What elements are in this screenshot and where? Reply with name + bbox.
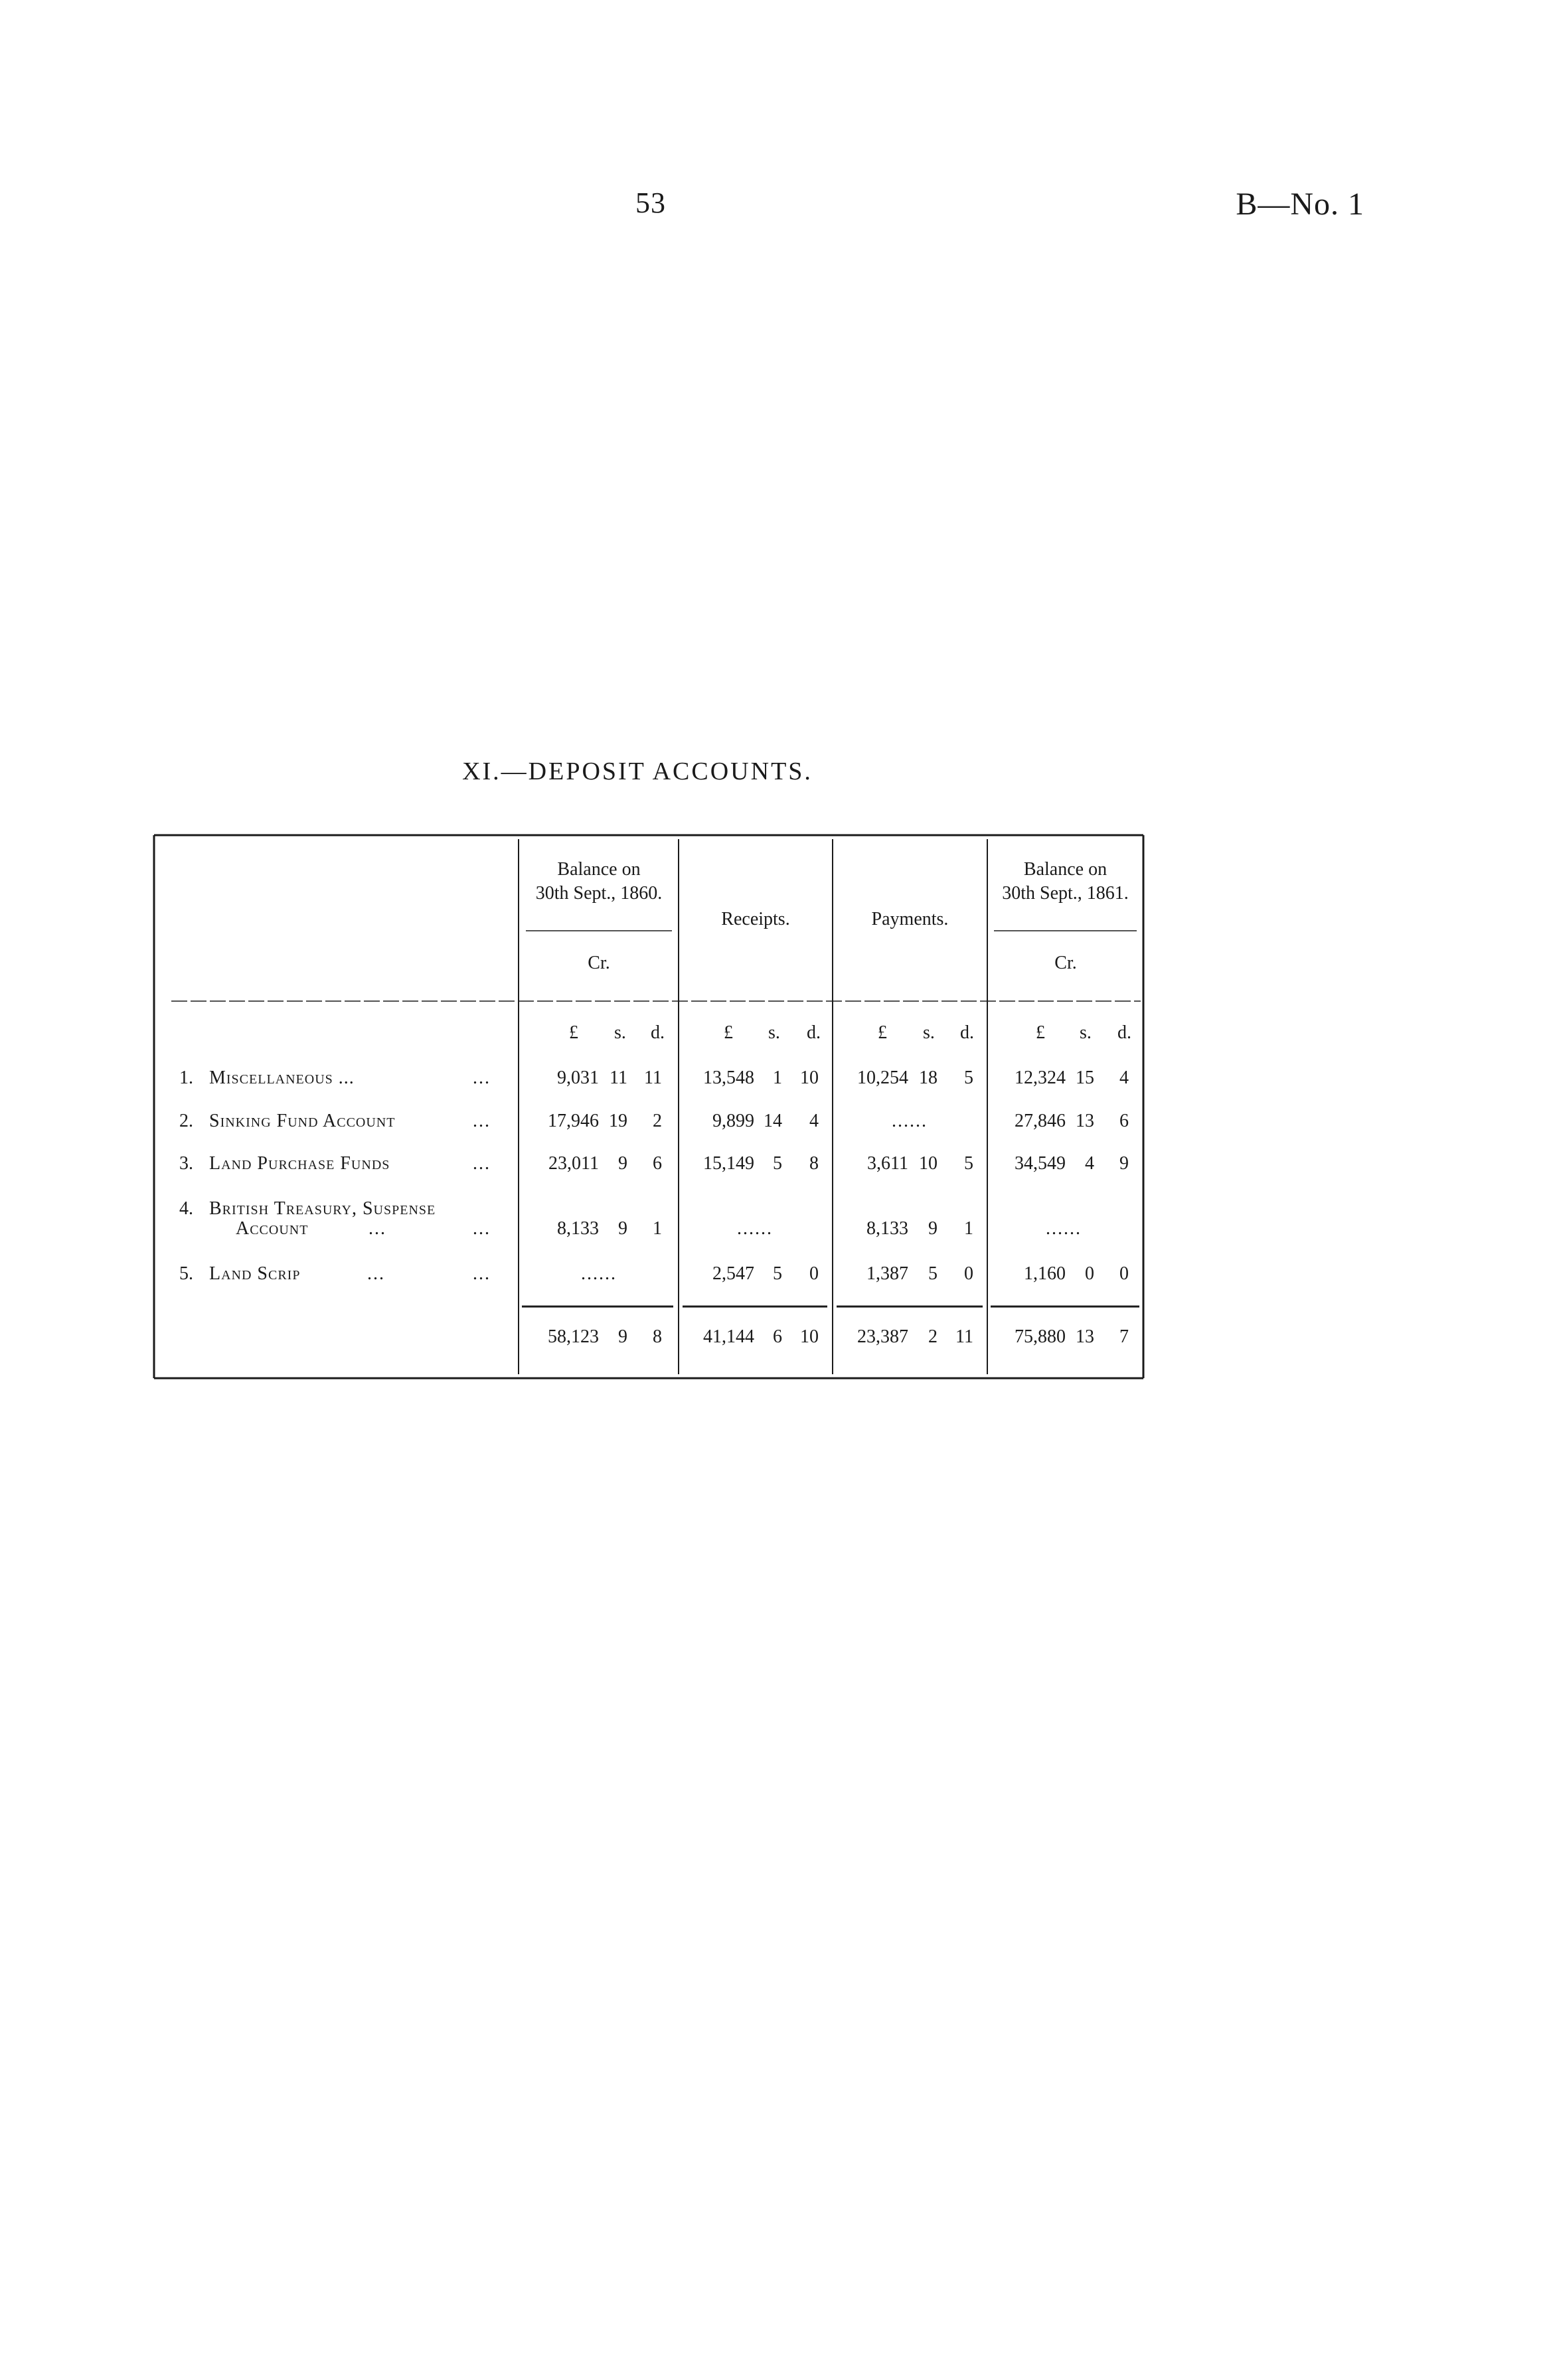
row-3-bal1860-shillings: 9: [618, 1153, 627, 1174]
row-2-receipts-pence: 4: [809, 1111, 819, 1131]
row-3-bal1861-shillings: 4: [1085, 1153, 1094, 1174]
row-1-payments-pounds: 10,254: [857, 1068, 908, 1088]
row-2-leader: ...: [473, 1111, 491, 1131]
header-balance-1860: [506, 858, 692, 906]
total-bal1860-pence: 8: [653, 1326, 662, 1347]
header-balance-1861: [974, 858, 1157, 906]
row-5-receipts-pounds: 2,547: [712, 1263, 754, 1284]
unit-shillings: s.: [923, 1022, 935, 1043]
row-2-receipts-shillings: 14: [764, 1111, 782, 1131]
row-5-number: 5.: [179, 1263, 193, 1284]
unit-pounds: £: [724, 1022, 733, 1043]
row-3-leader: ...: [473, 1153, 491, 1174]
header-balance-1861-line2: 30th Sept., 1861.: [1002, 883, 1129, 904]
header-payments: Payments.: [871, 909, 949, 929]
row-3-payments-pounds: 3,611: [867, 1153, 908, 1174]
unit-shillings: s.: [768, 1022, 780, 1043]
header-balance-1860-line1: Balance on: [557, 859, 641, 880]
row-4-number: 4.: [179, 1198, 193, 1219]
row-3-payments-pence: 5: [964, 1153, 973, 1174]
row-1-label: Miscellaneous ...: [209, 1068, 355, 1088]
row-2-bal1860-pounds: 17,946: [548, 1111, 599, 1131]
row-5-leader: ...: [473, 1263, 491, 1284]
row-1-bal1861-pence: 4: [1119, 1068, 1129, 1088]
total-payments-pence: 11: [955, 1326, 973, 1347]
row-3-receipts-shillings: 5: [773, 1153, 782, 1174]
row-3-payments-shillings: 10: [919, 1153, 938, 1174]
row-3-bal1860-pounds: 23,011: [548, 1153, 599, 1174]
total-bal1861-shillings: 13: [1076, 1326, 1094, 1347]
row-2-payments-nil: ......: [892, 1111, 928, 1131]
row-1-leader: ...: [473, 1068, 491, 1088]
row-5-receipts-shillings: 5: [773, 1263, 782, 1284]
row-5-payments-shillings: 5: [928, 1263, 938, 1284]
section-title: XI.—DEPOSIT ACCOUNTS.: [462, 757, 813, 785]
row-5-leader-inner: ...: [367, 1263, 385, 1284]
row-4-payments-shillings: 9: [928, 1218, 938, 1239]
row-1-bal1861-pounds: 12,324: [1015, 1068, 1066, 1088]
row-1-number: 1.: [179, 1068, 193, 1088]
row-1-bal1861-shillings: 15: [1076, 1068, 1094, 1088]
row-5-label: Land Scrip: [209, 1263, 301, 1284]
row-2-bal1861-pence: 6: [1119, 1111, 1129, 1131]
row-4-leader-inner: ...: [368, 1218, 386, 1239]
row-4-leader: ...: [473, 1218, 491, 1239]
row-4-label-continued: Account: [236, 1218, 309, 1239]
row-3-label: Land Purchase Funds: [209, 1153, 390, 1174]
page-number: 53: [635, 187, 666, 219]
row-3-bal1861-pounds: 34,549: [1015, 1153, 1066, 1174]
row-4-bal1860-pence: 1: [653, 1218, 662, 1239]
row-1-bal1860-shillings: 11: [610, 1068, 627, 1088]
row-1-payments-pence: 5: [964, 1068, 973, 1088]
unit-shillings: s.: [614, 1022, 626, 1043]
row-1-receipts-shillings: 1: [773, 1068, 782, 1088]
unit-shillings: s.: [1080, 1022, 1092, 1043]
row-3-bal1860-pence: 6: [653, 1153, 662, 1174]
unit-pence: d.: [651, 1022, 665, 1043]
row-4-bal1861-nil: ......: [1046, 1218, 1082, 1239]
row-4-bal1860-pounds: 8,133: [557, 1218, 599, 1239]
row-3-number: 3.: [179, 1153, 193, 1174]
unit-pounds: £: [569, 1022, 578, 1043]
row-2-bal1860-shillings: 19: [609, 1111, 627, 1131]
row-1-bal1860-pence: 11: [644, 1068, 662, 1088]
row-3-receipts-pounds: 15,149: [703, 1153, 754, 1174]
row-2-bal1861-shillings: 13: [1076, 1111, 1094, 1131]
total-payments-shillings: 2: [928, 1326, 938, 1347]
row-1-bal1860-pounds: 9,031: [557, 1068, 599, 1088]
row-5-bal1861-pounds: 1,160: [1024, 1263, 1066, 1284]
unit-pence: d.: [1117, 1022, 1131, 1043]
row-2-bal1860-pence: 2: [653, 1111, 662, 1131]
row-2-receipts-pounds: 9,899: [712, 1111, 754, 1131]
row-2-bal1861-pounds: 27,846: [1015, 1111, 1066, 1131]
header-balance-1860-line2: 30th Sept., 1860.: [535, 883, 663, 904]
row-1-receipts-pounds: 13,548: [703, 1068, 754, 1088]
unit-pounds: £: [878, 1022, 887, 1043]
row-2-label: Sinking Fund Account: [209, 1111, 396, 1131]
header-receipts: Receipts.: [721, 909, 790, 929]
total-bal1861-pounds: 75,880: [1015, 1326, 1066, 1347]
header-balance-1861-line1: Balance on: [1023, 859, 1107, 880]
unit-pounds: £: [1036, 1022, 1045, 1043]
total-bal1860-shillings: 9: [618, 1326, 627, 1347]
row-1-receipts-pence: 10: [800, 1068, 819, 1088]
document-reference: B—No. 1: [1236, 187, 1364, 222]
row-1-payments-shillings: 18: [919, 1068, 938, 1088]
header-balance-1861-cr: Cr.: [1054, 953, 1077, 973]
row-5-bal1860-nil: ......: [581, 1263, 617, 1284]
row-5-bal1861-shillings: 0: [1085, 1263, 1094, 1284]
header-balance-1860-cr: Cr.: [588, 953, 610, 973]
unit-pence: d.: [960, 1022, 974, 1043]
row-4-payments-pence: 1: [964, 1218, 973, 1239]
row-5-payments-pounds: 1,387: [866, 1263, 908, 1284]
row-3-bal1861-pence: 9: [1119, 1153, 1129, 1174]
row-4-bal1860-shillings: 9: [618, 1218, 627, 1239]
total-bal1861-pence: 7: [1119, 1326, 1129, 1347]
row-3-receipts-pence: 8: [809, 1153, 819, 1174]
total-bal1860-pounds: 58,123: [548, 1326, 599, 1347]
row-5-bal1861-pence: 0: [1119, 1263, 1129, 1284]
unit-pence: d.: [807, 1022, 821, 1043]
row-4-label: British Treasury, Suspense: [209, 1198, 436, 1219]
total-receipts-pounds: 41,144: [703, 1326, 754, 1347]
row-2-number: 2.: [179, 1111, 193, 1131]
total-receipts-shillings: 6: [773, 1326, 782, 1347]
row-5-payments-pence: 0: [964, 1263, 973, 1284]
row-4-receipts-nil: ......: [737, 1218, 773, 1239]
row-4-payments-pounds: 8,133: [866, 1218, 908, 1239]
total-receipts-pence: 10: [800, 1326, 819, 1347]
total-payments-pounds: 23,387: [857, 1326, 908, 1347]
row-5-receipts-pence: 0: [809, 1263, 819, 1284]
